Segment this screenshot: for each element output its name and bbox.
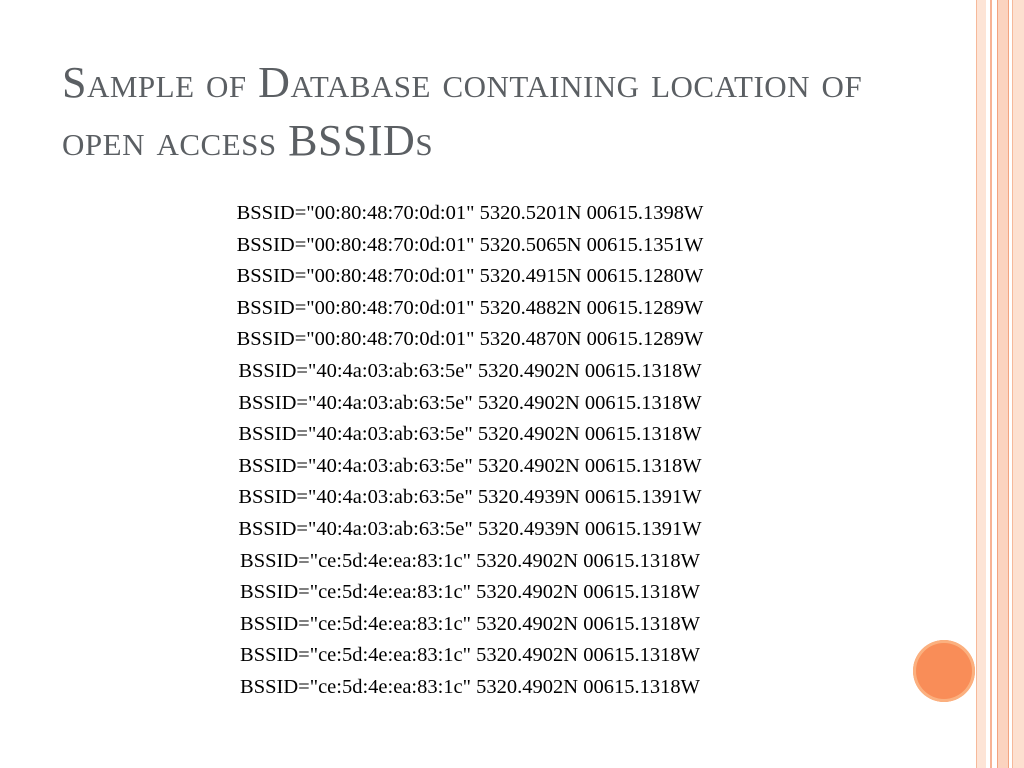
bssid-row: BSSID="40:4a:03:ab:63:5e" 5320.4902N 00615.1318W [238, 454, 702, 477]
stripe [976, 0, 986, 768]
slide-title: Sample of Database containing location of open access BSSIDs [62, 58, 863, 165]
bssid-row: BSSID="40:4a:03:ab:63:5e" 5320.4902N 00615.1318W [238, 359, 702, 382]
bssid-row: BSSID="40:4a:03:ab:63:5e" 5320.4939N 00615.1391W [238, 486, 702, 509]
stripe [1012, 0, 1024, 768]
bssid-row: BSSID="ce:5d:4e:ea:83:1c" 5320.4902N 00615.1318W [240, 612, 700, 635]
bssid-row: BSSID="00:80:48:70:0d:01" 5320.4882N 00615.1289W [236, 296, 704, 319]
bssid-row: BSSID="40:4a:03:ab:63:5e" 5320.4902N 00615.1318W [238, 423, 702, 446]
bssid-row: BSSID="ce:5d:4e:ea:83:1c" 5320.4902N 00615.1318W [240, 675, 700, 698]
bssid-row: BSSID="00:80:48:70:0d:01" 5320.4915N 00615.1280W [236, 265, 704, 288]
bssid-list [130, 198, 810, 704]
bssid-row: BSSID="00:80:48:70:0d:01" 5320.5201N 00615.1398W [236, 202, 704, 224]
bssid-row: BSSID="ce:5d:4e:ea:83:1c" 5320.4902N 00615.1318W [240, 549, 700, 572]
bssid-row: BSSID="40:4a:03:ab:63:5e" 5320.4939N 00615.1391W [238, 517, 702, 540]
stripe [990, 0, 992, 768]
decorative-circle [913, 640, 975, 702]
bssid-row: BSSID="ce:5d:4e:ea:83:1c" 5320.4902N 00615.1318W [240, 644, 700, 667]
bssid-row: BSSID="ce:5d:4e:ea:83:1c" 5320.4902N 00615.1318W [240, 581, 700, 604]
bssid-row: BSSID="40:4a:03:ab:63:5e" 5320.4902N 00615.1318W [238, 391, 702, 414]
bssid-row: BSSID="00:80:48:70:0d:01" 5320.5065N 00615.1351W [236, 233, 704, 256]
decorative-side-stripes [976, 0, 1024, 768]
bssid-row: BSSID="00:80:48:70:0d:01" 5320.4870N 00615.1289W [236, 328, 704, 351]
stripe [997, 0, 1009, 768]
